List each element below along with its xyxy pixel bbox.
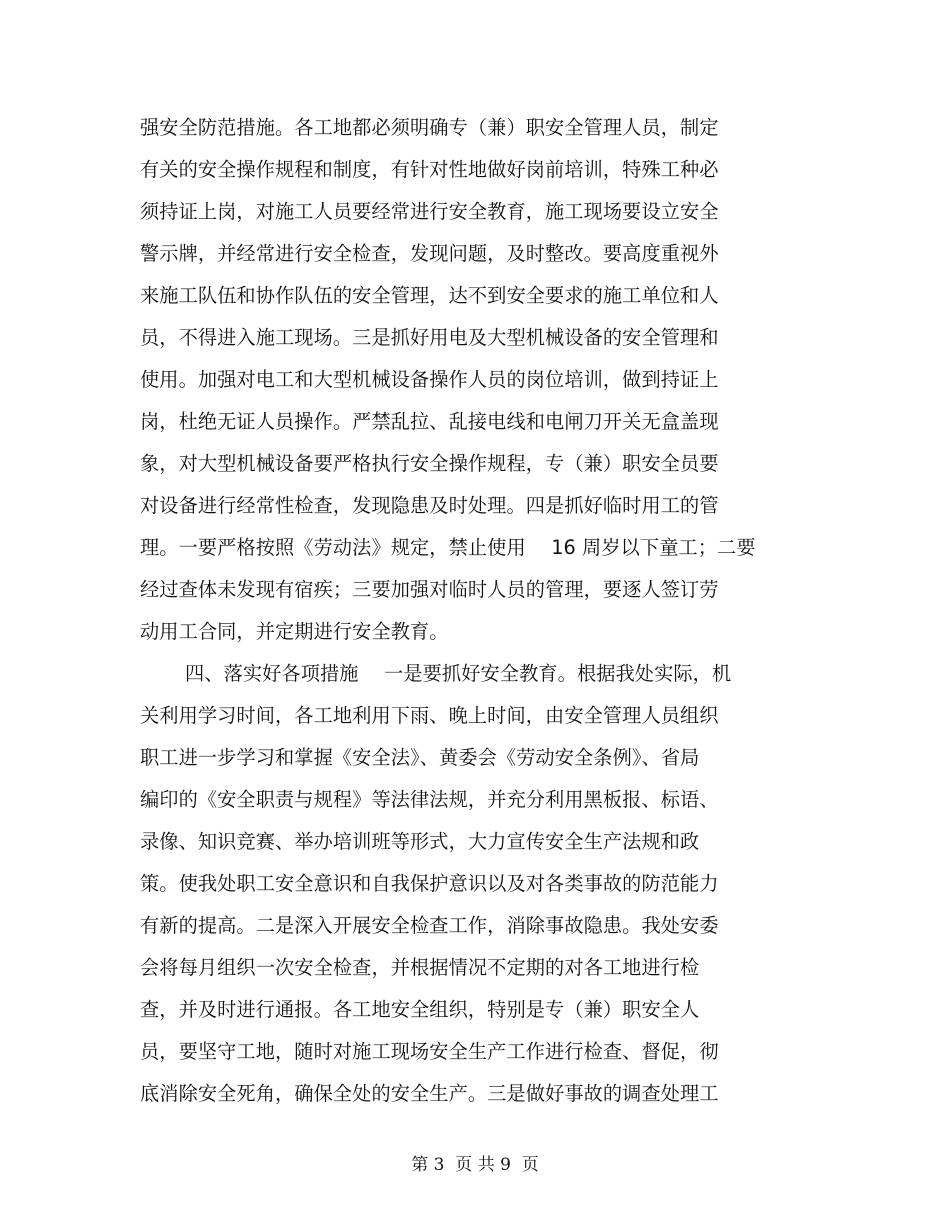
text-line: 职工进一步学习和掌握《安全法》、黄委会《劳动安全条例》、省局: [140, 746, 700, 769]
text-line: 使用。加强对电工和大型机械设备操作人员的岗位培训，做到持证上: [140, 368, 719, 391]
text-line: 员，不得进入施工现场。三是抓好用电及大型机械设备的安全管理和: [140, 326, 719, 349]
text-line: 须持证上岗，对施工人员要经常进行安全教育，施工现场要设立安全: [140, 200, 719, 223]
text-line: 岗，杜绝无证人员操作。严禁乱拉、乱接电线和电闸刀开关无盒盖现: [140, 410, 719, 433]
section-heading-line: 四、落实好各项措施 一是要抓好安全教育。根据我处实际，机: [185, 662, 732, 685]
text-line: 动用工合同，并定期进行安全教育。: [140, 620, 449, 643]
text-line: 有关的安全操作规程和制度，有针对性地做好岗前培训，特殊工种必: [140, 158, 719, 181]
text-line: 会将每月组织一次安全检查，并根据情况不定期的对各工地进行检: [140, 956, 700, 979]
text-line: 强安全防范措施。各工地都必须明确专（兼）职安全管理人员，制定: [140, 116, 719, 139]
text-line: 查，并及时进行通报。各工地安全组织，特别是专（兼）职安全人: [140, 998, 700, 1021]
text-line: 员，要坚守工地，随时对施工现场安全生产工作进行检查、督促，彻: [140, 1040, 719, 1063]
text-line: 编印的《安全职责与规程》等法律法规，并充分利用黑板报、标语、: [140, 788, 719, 811]
text-line: 录像、知识竞赛、举办培训班等形式，大力宣传安全生产法规和政: [140, 830, 700, 853]
text-line: 理。一要严格按照《劳动法》规定，禁止使用 16 周岁以下童工；二要: [140, 536, 756, 559]
text-line: 来施工队伍和协作队伍的安全管理，达不到安全要求的施工单位和人: [140, 284, 719, 307]
text-line: 经过查体未发现有宿疾；三要加强对临时人员的管理，要逐人签订劳: [140, 578, 719, 601]
text-line: 底消除安全死角，确保全处的安全生产。三是做好事故的调查处理工: [140, 1082, 719, 1105]
text-line: 关利用学习时间，各工地利用下雨、晚上时间，由安全管理人员组织: [140, 704, 719, 727]
text-line: 警示牌，并经常进行安全检查，发现问题，及时整改。要高度重视外: [140, 242, 719, 265]
text-line: 有新的提高。二是深入开展安全检查工作，消除事故隐患。我处安委: [140, 914, 719, 937]
text-line: 象，对大型机械设备要严格执行安全操作规程，专（兼）职安全员要: [140, 452, 719, 475]
text-line: 策。使我处职工安全意识和自我保护意识以及对各类事故的防范能力: [140, 872, 719, 895]
text-line: 对设备进行经常性检查，发现隐患及时处理。四是抓好临时用工的管: [140, 494, 719, 517]
page-number-footer: 第 3 页 共 9 页: [411, 1155, 539, 1175]
